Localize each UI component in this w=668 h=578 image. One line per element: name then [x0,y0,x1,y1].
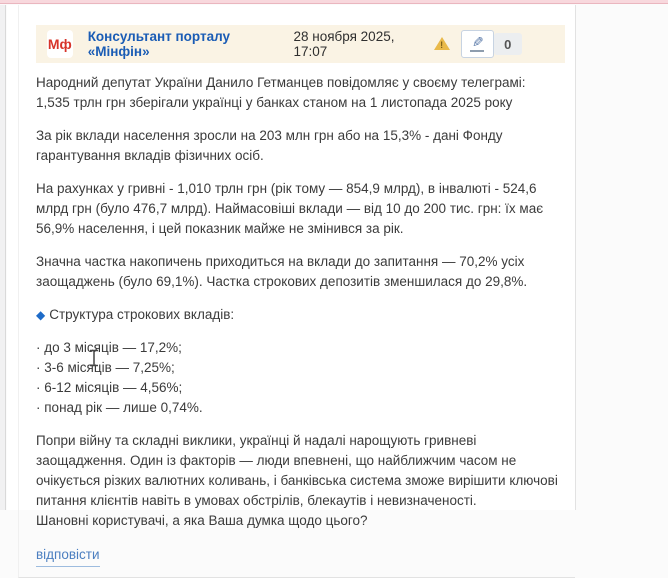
author-link[interactable]: Консультант порталу «Мінфін» [87,29,230,59]
list-item: · 3-6 місяців — 7,25%; [36,360,175,375]
pencil-underline [470,50,484,52]
avatar-initials: Мф [47,36,72,52]
comment-body [36,73,567,567]
paragraph-6-line-2: Шановні користувачі, а яка Ваша думка щодо цього? [36,513,368,528]
warning-exclaim: ! [440,40,444,50]
list-item: · понад рік — лише 0,74%. [36,400,203,415]
paragraph-6-line-1: Попри війну та складні виклики, українці й надалі нарощують гривневі заощадження. Один із факторів — люди впевнені, що найближчим часом не очікується різких валютних коливань, і банківська система зможе вирішити ключові питання клієнтів навіть в умовах обстрілів, блекаутів і невизначеності. [36,433,558,508]
pencil-icon: ✎ [471,34,484,50]
left-rail [0,5,6,510]
top-pink-strip [0,0,668,4]
rating-count: 0 [504,36,512,52]
paragraph-5 [36,305,567,325]
comment-card [18,5,575,578]
list-item: · 6-12 місяців — 4,56%; [36,380,183,395]
warning-icon [434,37,449,51]
deposit-structure-list [36,338,567,418]
paragraph-1-line-2: 1,535 трлн грн зберігали українці у банках станом на 1 листопада 2025 року [36,95,513,110]
list-item: · до 3 місяців — 17,2%; [36,340,182,355]
paragraph-4: Значна частка накопичень приходиться на вклади до запитання — 70,2% усіх заощаджень (було 69,1%). Частка строкових депозитів зменшилася до 29,8%. [36,254,528,289]
paragraph-6 [36,431,567,531]
paragraph-1-line-1: Народний депутат України Данило Гетманцев повідомляє у своєму телеграмі: [36,75,526,90]
paragraph-5-text: Структура строкових вкладів: [49,307,235,322]
comment-date: 28 ноября 2025, 17:07 [293,29,395,59]
text-cursor-ibeam [89,349,99,367]
paragraph-1 [36,73,567,113]
paragraph-2: За рік вклади населення зросли на 203 млн грн або на 15,3% - дані Фонду гарантування вкладів фізичних осіб. [36,128,503,163]
paragraph-3: На рахунках у гривні - 1,010 трлн грн (рік тому — 854,9 млрд), в інвалюті - 524,6 млрд грн (було 476,7 млрд). Наймасовіші вклади — від 10 до 200 тис. грн: їх має 56,9% населення, і цей показник майже не змінився за рік. [36,181,544,236]
comments-panel [7,5,576,562]
edit-button[interactable] [461,30,493,58]
comment-header [36,25,565,63]
reply-link[interactable]: відповісти [36,545,100,567]
blue-diamond-icon: ◆ [36,308,46,322]
rating-count-badge [494,33,522,55]
avatar[interactable] [47,30,73,58]
